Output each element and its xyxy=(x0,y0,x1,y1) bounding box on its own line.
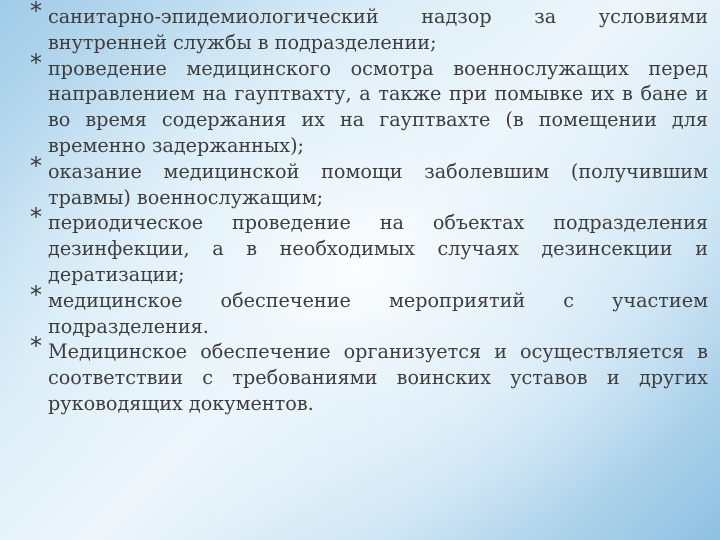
list-item xyxy=(30,280,708,340)
asterisk-bullet-icon: * xyxy=(30,203,42,232)
list-item-text: Медицинское обеспечение организуется и осуществляется в соответствии с требованиями воинских уставов и других руководящих документов. xyxy=(48,340,708,415)
bullet-list xyxy=(30,0,708,417)
list-item-text: санитарно-эпидемиологический надзор за условиями внутренней службы в подразделении; xyxy=(48,5,708,54)
asterisk-bullet-icon: * xyxy=(30,0,42,25)
asterisk-bullet-icon: * xyxy=(30,332,42,361)
asterisk-bullet-icon: * xyxy=(30,48,42,77)
asterisk-bullet-icon: * xyxy=(30,151,42,180)
list-item xyxy=(30,151,708,211)
asterisk-bullet-icon: * xyxy=(30,280,42,309)
list-item-text: проведение медицинского осмотра военнослужащих перед направлением на гауптвахту, а также при помывке их в бане и во время содержания их на гауптвахте (в помещении для временно задержанных); xyxy=(48,56,708,157)
list-item-text: периодическое проведение на объектах подразделения дезинфекции, а в необходимых случаях дезинсекции и дератизации; xyxy=(48,211,708,286)
list-item xyxy=(30,0,708,56)
list-item xyxy=(30,203,708,287)
list-item xyxy=(30,332,708,416)
list-item xyxy=(30,48,708,159)
list-item-text: медицинское обеспечение мероприятий с участием подразделения. xyxy=(48,288,708,338)
list-item-text: оказание медицинской помощи заболевшим (получившим травмы) военнослужащим; xyxy=(48,159,708,209)
